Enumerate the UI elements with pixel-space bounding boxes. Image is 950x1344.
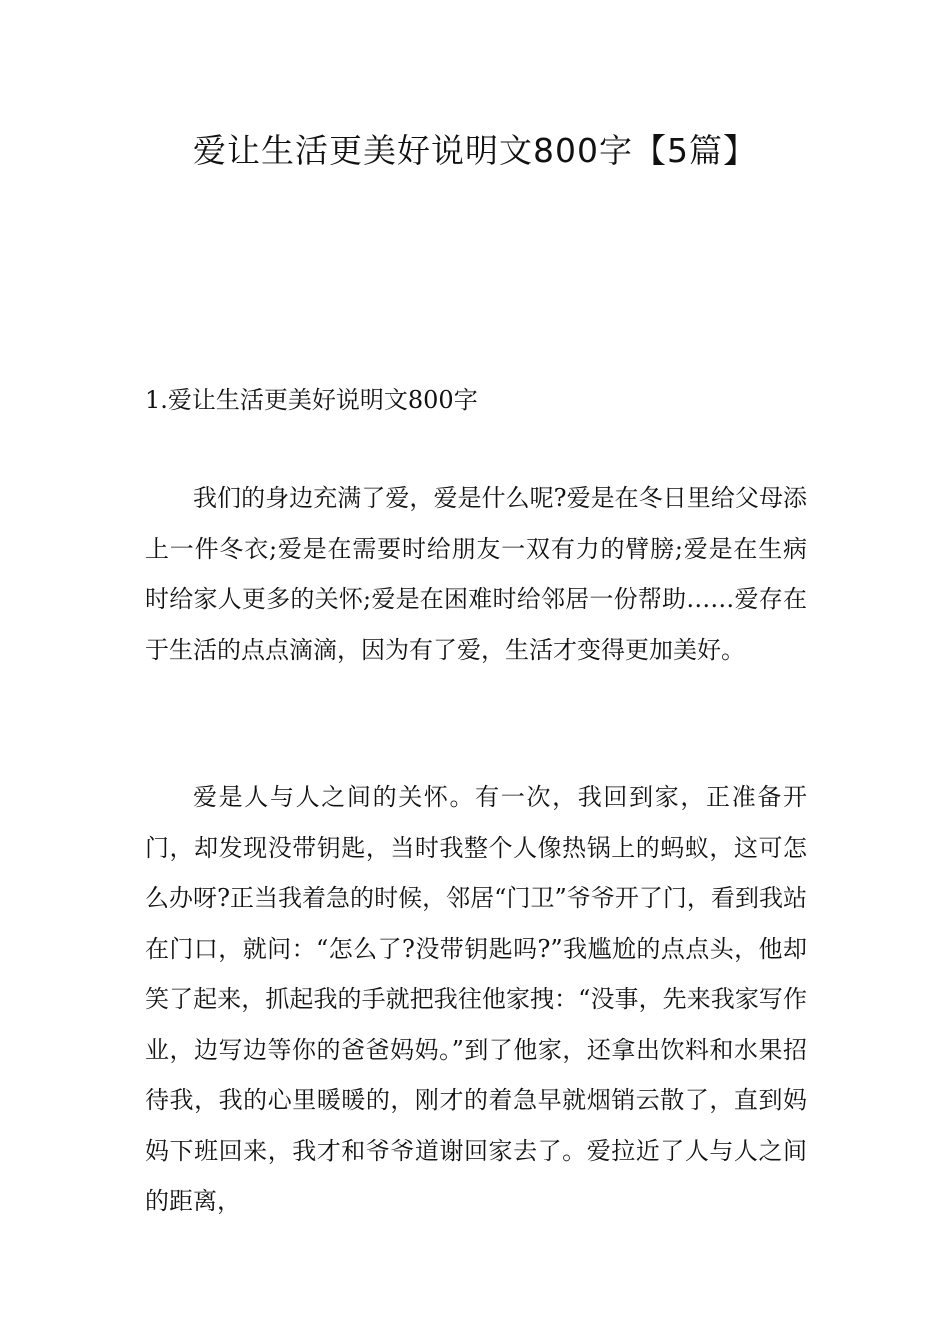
- section-heading: 1.爱让生活更美好说明文800字: [145, 386, 478, 414]
- document-title: 爱让生活更美好说明文800字【5篇】: [193, 131, 757, 170]
- paragraph-1: 我们的身边充满了爱，爱是什么呢?爱是在冬日里给父母添上一件冬衣;爱是在需要时给朋友一双有力的臂膀;爱是在生病时给家人更多的关怀;爱是在困难时给邻居一份帮助……爱存在于生活的点点滴滴，因为有了爱，生活才变得更加美好。: [145, 484, 807, 664]
- paragraph-2: 爱是人与人之间的关怀。有一次，我回到家，正准备开门，却发现没带钥匙，当时我整个人像热锅上的蚂蚁，这可怎么办呀?正当我着急的时候，邻居“门卫”爷爷开了门，看到我站在门口，就问：“怎么了?没带钥匙吗?”我尴尬的点点头，他却笑了起来，抓起我的手就把我往他家拽：“没事，先来我家写作业，边写边等你的爸爸妈妈。”到了他家，还拿出饮料和水果招待我，我的心里暖暖的，刚才的着急早就烟销云散了，直到妈妈下班回来，我才和爷爷道谢回家去了。爱拉近了人与人之间的距离，: [145, 783, 807, 1215]
